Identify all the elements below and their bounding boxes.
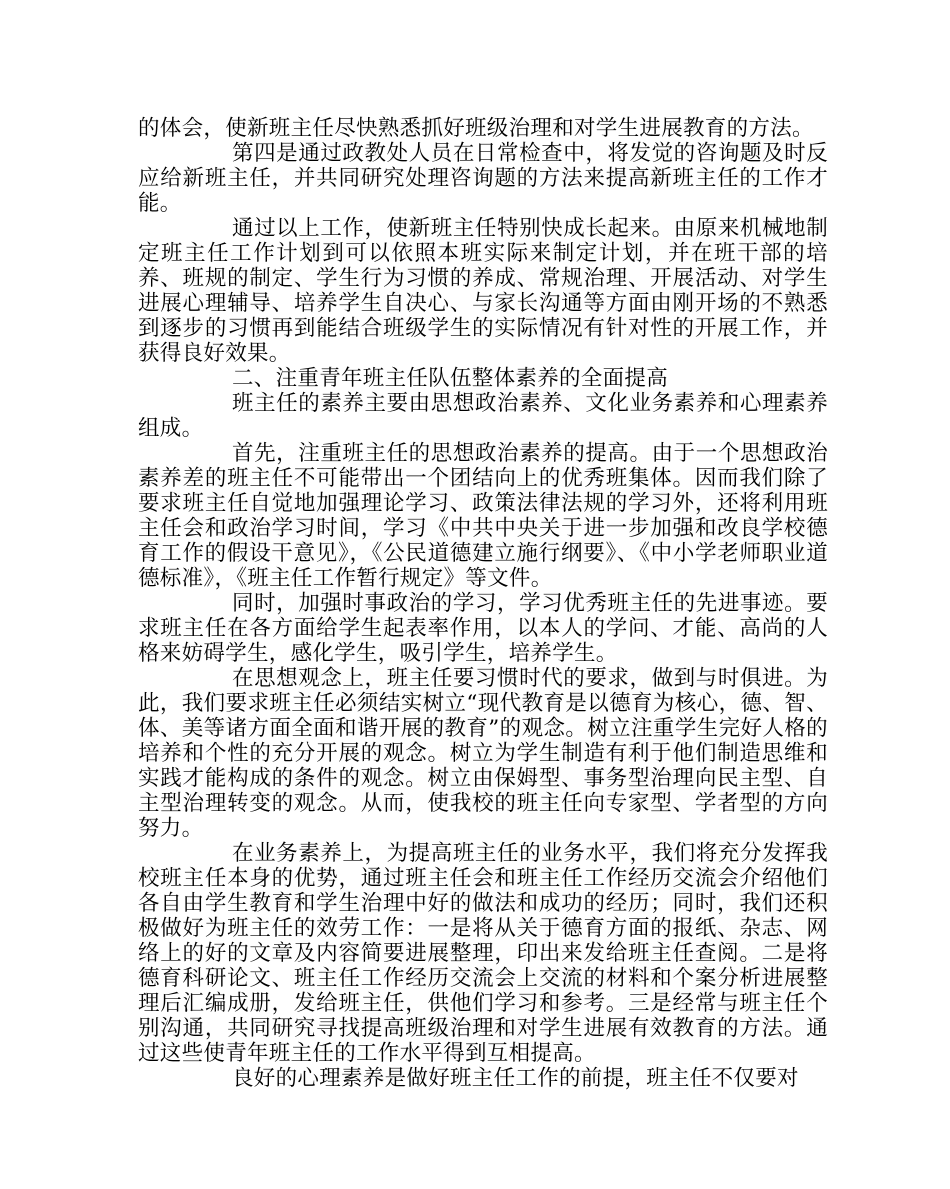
paragraph-continuation: 的体会，使新班主任尽快熟悉抓好班级治理和对学生进展教育的方法。 <box>138 116 814 141</box>
paragraph-ideology: 在思想观念上，班主任要习惯时代的要求，做到与时俱进。为此，我们要求班主任必须结实树立“现代教育是以德育为核心，德、智、体、美等诸方面全面和谐开展的教育”的观念。树立注重学生完好人格的培养和个性的充分开展的观念。树立为学生制造有利于他们制造思维和实践才能构成的条件的观念。树立由保姆型、事务型治理向民主型、自主型治理转变的观念。从而，使我校的班主任向专家型、学者型的方向努力。 <box>138 666 828 841</box>
section-heading-2: 二、注重青年班主任队伍整体素养的全面提高 <box>232 366 669 391</box>
paragraph-current-affairs: 同时，加强时事政治的学习，学习优秀班主任的先进事迹。要求班主任在各方面给学生起表率作用，以本人的学问、才能、高尚的人格来妨碍学生，感化学生，吸引学生，培养学生。 <box>138 591 828 666</box>
paragraph-professional-quality: 在业务素养上，为提高班主任的业务水平，我们将充分发挥我校班主任本身的优势，通过班主任会和班主任工作经历交流会介绍他们各自由学生教育和学生治理中好的做法和成功的经历；同时，我们还积极做好为班主任的效劳工作：一是将从关于德育方面的报纸、杂志、网络上的好的文章及内容简要进展整理，印出来发给班主任查阅。二是将德育科研论文、班主任工作经历交流会上交流的材料和个案分析进展整理后汇编成册，发给班主任，供他们学习和参考。三是经常与班主任个别沟通，共同研究寻找提高班级治理和对学生进展有效教育的方法。通过这些使青年班主任的工作水平得到互相提高。 <box>138 841 828 1066</box>
paragraph-political-quality: 首先，注重班主任的思想政治素养的提高。由于一个思想政治素养差的班主任不可能带出一个团结向上的优秀班集体。因而我们除了要求班主任自觉地加强理论学习、政策法律法规的学习外，还将利用班主任会和政治学习时间，学习《中共中央关于进一步加强和改良学校德育工作的假设干意见》，《公民道德建立施行纲要》、《中小学老师职业道德标准》，《班主任工作暂行规定》等文件。 <box>138 441 828 591</box>
paragraph-fourth-measure: 第四是通过政教处人员在日常检查中，将发觉的咨询题及时反应给新班主任，并共同研究处理咨询题的方法来提高新班主任的工作才能。 <box>138 141 828 216</box>
paragraph-qualities-intro: 班主任的素养主要由思想政治素养、文化业务素养和心理素养组成。 <box>138 391 828 441</box>
paragraph-results: 通过以上工作，使新班主任特别快成长起来。由原来机械地制定班主任工作计划到可以依照本班实际来制定计划，并在班干部的培养、班规的制定、学生行为习惯的养成、常规治理、开展活动、对学生进展心理辅导、培养学生自决心、与家长沟通等方面由刚开场的不熟悉到逐步的习惯再到能结合班级学生的实际情况有针对性的开展工作，并获得良好效果。 <box>138 216 828 366</box>
paragraph-psychological-quality: 良好的心理素养是做好班主任工作的前提，班主任不仅要对 <box>232 1066 799 1091</box>
document-body <box>138 116 828 1091</box>
